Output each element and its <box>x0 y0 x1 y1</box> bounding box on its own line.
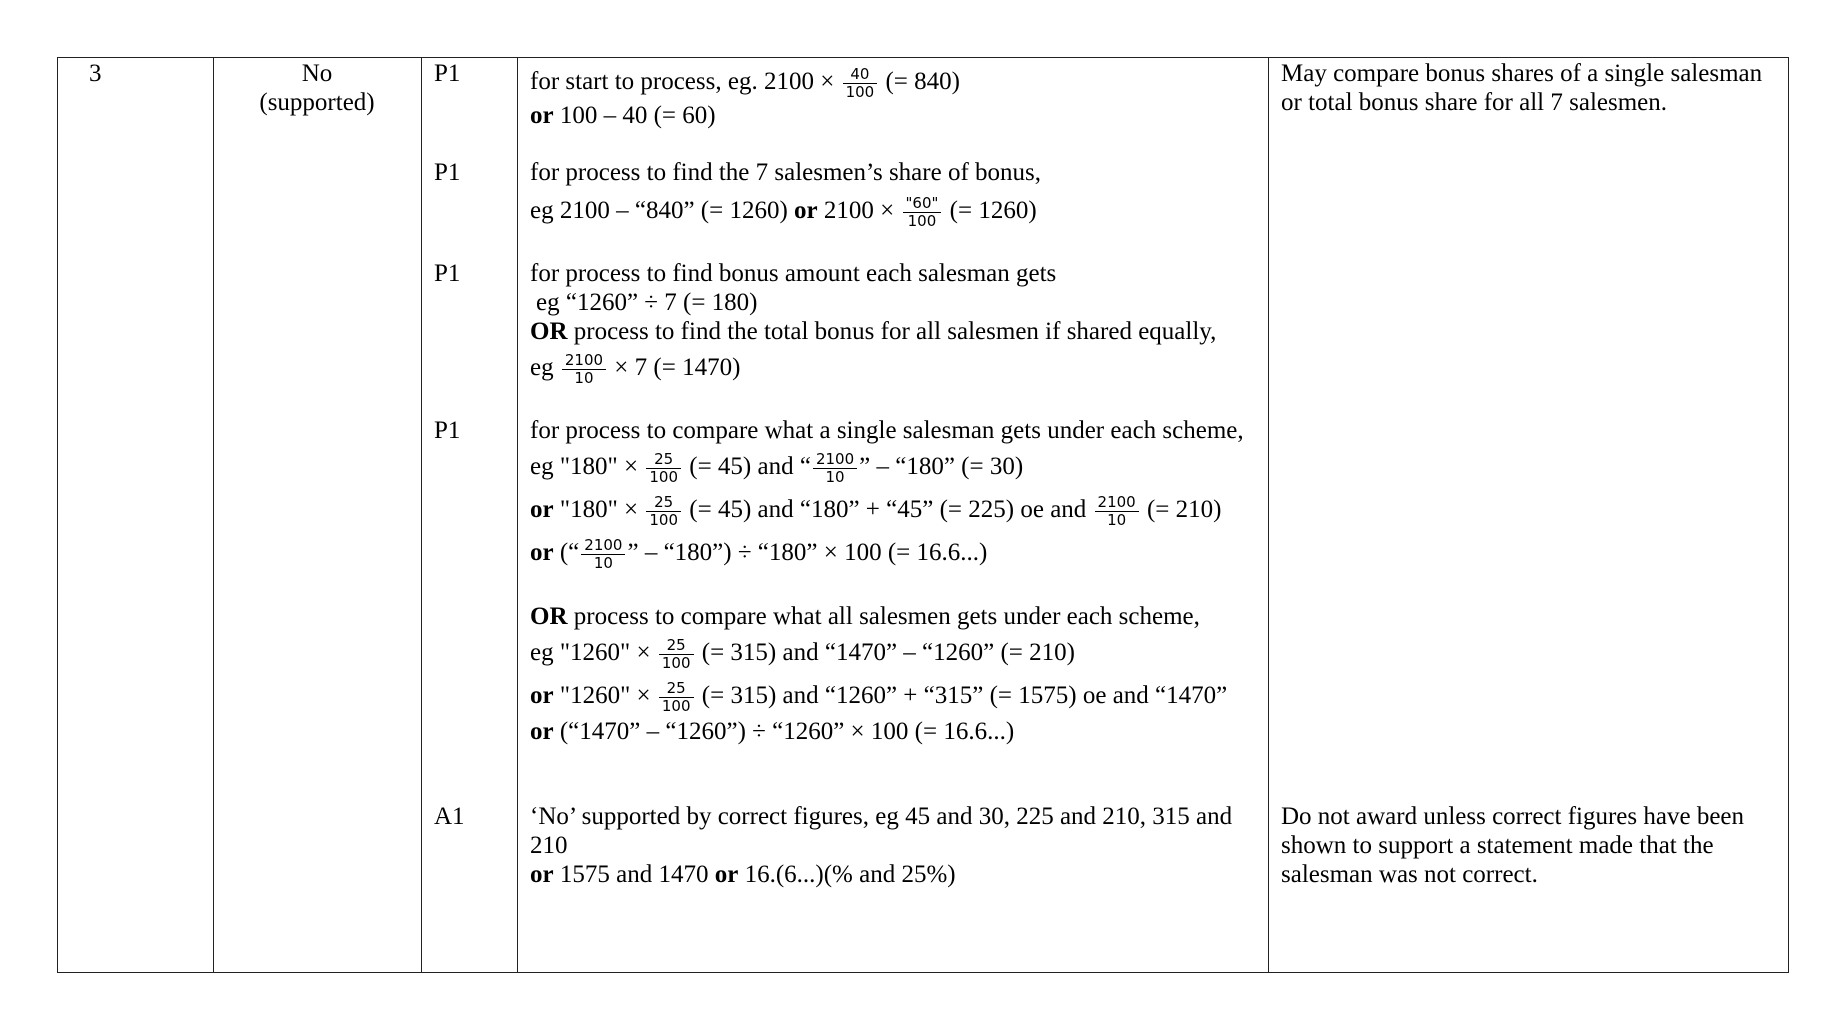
working-line: for process to find bonus amount each salesman gets <box>530 260 1057 287</box>
fraction: $\frac{2100}{10}$ <box>1095 494 1139 529</box>
working-line: 210 <box>530 832 568 859</box>
working-line: ‘No’ supported by correct figures, eg 45 and 30, 225 and 210, 315 and <box>530 803 1233 830</box>
mark-code: P1 <box>434 60 461 87</box>
mark-code: A1 <box>434 803 465 830</box>
fraction: $\frac{25}{100}$ <box>646 451 681 486</box>
working-line: eg “1260” ÷ 7 (= 180) <box>536 289 758 316</box>
mark-code: P1 <box>434 417 461 444</box>
column-divider <box>1268 57 1269 973</box>
working-line: or 1575 and 1470 or 16.(6...)(% and 25%) <box>530 861 956 888</box>
question-number: 3 <box>89 60 102 87</box>
working-line: or (“1470” – “1260”) ÷ “1260” × 100 (= 16.6...) <box>530 718 1015 745</box>
working-line: or 100 – 40 (= 60) <box>530 102 716 129</box>
working-line: OR process to find the total bonus for all salesmen if shared equally, <box>530 318 1217 345</box>
working-line: eg "180" × $\frac{25}{100}$ (= 45) and “ $\frac{2100}{10}$ ” – “180” (= 30) <box>530 450 1024 486</box>
mark-code: P1 <box>434 260 461 287</box>
working-line: or "180" × $\frac{25}{100}$ (= 45) and “180” + “45” (= 225) oe and $\frac{2100}{10}$ (= 210) <box>530 493 1222 529</box>
fraction: $\frac{2100}{10}$ <box>562 352 606 387</box>
column-divider <box>421 57 422 973</box>
working-line: or (“ $\frac{2100}{10}$ ” – “180”) ÷ “180” × 100 (= 16.6...) <box>530 536 988 572</box>
working-line: eg $\frac{2100}{10}$ × 7 (= 1470) <box>530 351 741 387</box>
answer-line-2: (supported) <box>259 89 375 116</box>
column-divider <box>213 57 214 973</box>
working-line: for process to find the 7 salesmen’s share of bonus, <box>530 159 1041 186</box>
working-line: for start to process, eg. 2100 × $\frac{40}{100}$ (= 840) <box>530 65 960 101</box>
working-line: eg "1260" × $\frac{25}{100}$ (= 315) and “1470” – “1260” (= 210) <box>530 636 1075 672</box>
working-line: for process to compare what a single salesman gets under each scheme, <box>530 417 1244 444</box>
note-line: shown to support a statement made that the <box>1281 832 1714 859</box>
note-line: or total bonus share for all 7 salesmen. <box>1281 89 1668 116</box>
fraction: $\frac{"60"}{100}$ <box>903 195 942 230</box>
working-line: or "1260" × $\frac{25}{100}$ (= 315) and “1260” + “315” (= 1575) oe and “1470” <box>530 679 1228 715</box>
column-divider <box>517 57 518 973</box>
fraction: $\frac{25}{100}$ <box>646 494 681 529</box>
note-line: Do not award unless correct figures have been <box>1281 803 1745 830</box>
fraction: $\frac{2100}{10}$ <box>813 451 857 486</box>
fraction: $\frac{2100}{10}$ <box>581 537 625 572</box>
answer-line-1: No <box>301 60 333 87</box>
fraction: $\frac{40}{100}$ <box>843 66 878 101</box>
fraction: $\frac{25}{100}$ <box>659 680 694 715</box>
note-line: May compare bonus shares of a single salesman <box>1281 60 1763 87</box>
working-line: eg 2100 – “840” (= 1260) or 2100 × $\frac{"60"}{100}$ (= 1260) <box>530 194 1037 230</box>
note-line: salesman was not correct. <box>1281 861 1538 888</box>
working-line: OR process to compare what all salesmen gets under each scheme, <box>530 603 1200 630</box>
fraction: $\frac{25}{100}$ <box>659 637 694 672</box>
mark-code: P1 <box>434 159 461 186</box>
